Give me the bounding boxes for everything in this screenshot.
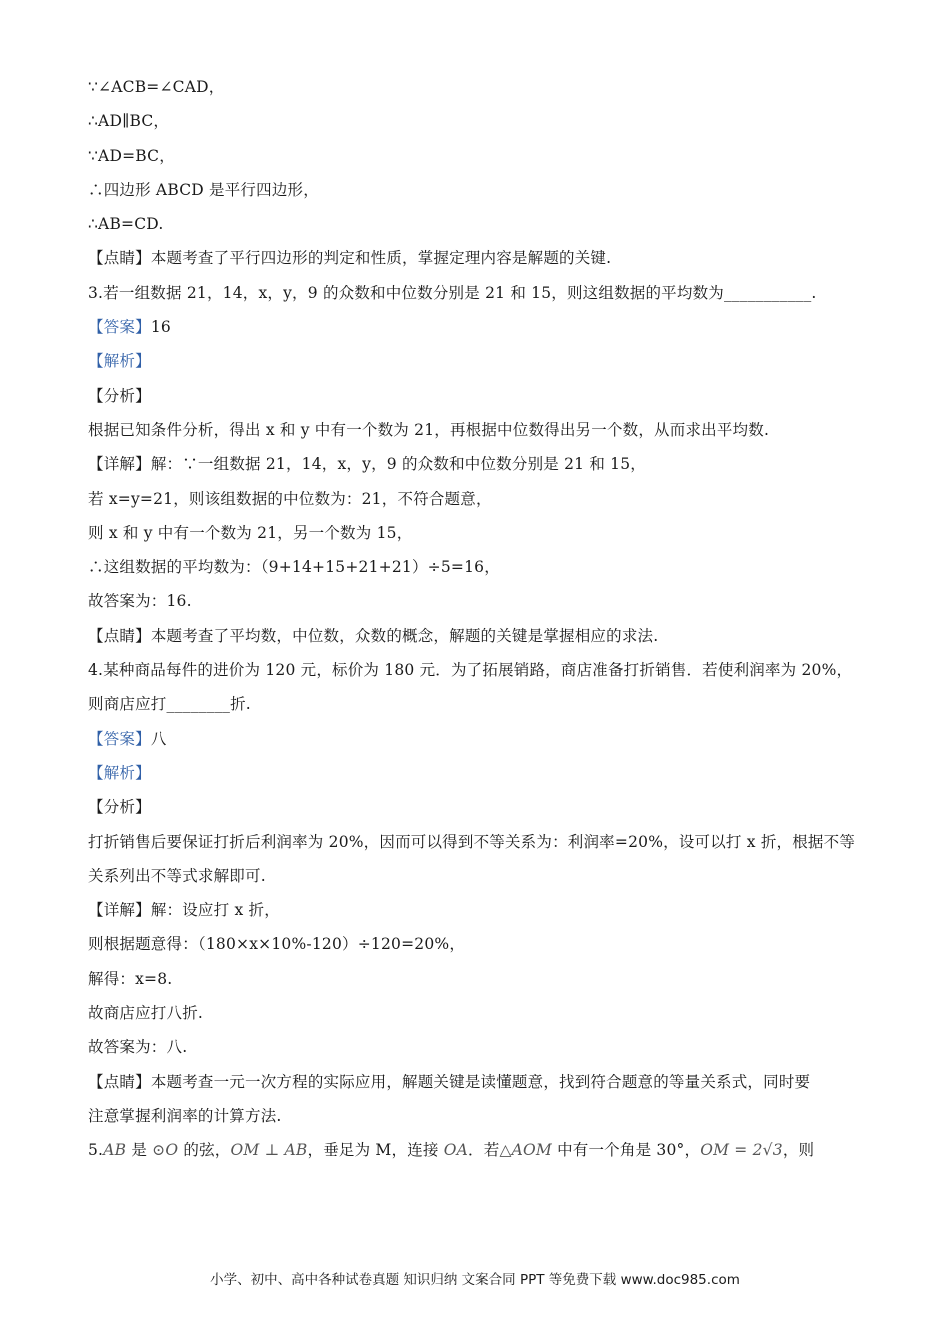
comment-cont: 注意掌握利润率的计算方法.	[88, 1106, 282, 1125]
proof-line: ∵AD=BC，	[88, 146, 175, 165]
dianjing-tag: 【点睛】	[88, 1072, 151, 1091]
q5-circle-o: ⊙O	[152, 1141, 179, 1160]
comment-line	[88, 241, 868, 275]
q5-triangle: △AOM	[499, 1141, 552, 1160]
fenxi-header	[88, 790, 868, 824]
answer-tag: 【答案】	[88, 318, 151, 337]
q5-text: ，垂足为 M，连接	[307, 1141, 444, 1160]
solution-line	[88, 447, 868, 481]
xiangjie-tag: 【详解】	[88, 901, 151, 920]
q5-text: 是	[126, 1141, 153, 1160]
q5-om-eq: OM = 2√3	[700, 1141, 783, 1160]
fenxi-header	[88, 379, 868, 413]
proof-line: ∴AB=CD.	[88, 215, 164, 234]
comment-text: 本题考查了平行四边形的判定和性质，掌握定理内容是解题的关键.	[150, 249, 612, 268]
proof-line: ∴四边形 ABCD 是平行四边形，	[88, 180, 319, 199]
solution-line: 故商店应打八折.	[88, 1004, 204, 1023]
comment-text: 本题考查了平均数，中位数，众数的概念，解题的关键是掌握相应的求法.	[150, 626, 659, 645]
dianjing-tag: 【点睛】	[88, 626, 151, 645]
comment-line	[88, 619, 868, 653]
answer-value: 16	[150, 318, 171, 337]
question-4: 4.某种商品每件的进价为 120 元，标价为 180 元．为了拓展销路，商店准备打折销售．若使利润率为 20%，	[88, 661, 853, 680]
solution-line: 则 x 和 y 中有一个数为 21，另一个数为 15，	[88, 523, 413, 542]
document-body	[88, 70, 868, 1168]
solution-line: 若 x=y=21，则该组数据的中位数为：21，不符合题意，	[88, 489, 492, 508]
fenxi-tag: 【分析】	[88, 798, 151, 817]
proof-line: ∵∠ACB=∠CAD，	[88, 78, 225, 96]
answer-value: 八	[150, 729, 167, 748]
answer-line	[88, 722, 868, 756]
q5-text: ，则	[782, 1141, 815, 1160]
solution-line: 解得：x=8.	[88, 969, 173, 988]
comment-text: 本题考查一元一次方程的实际应用，解题关键是读懂题意，找到符合题意的等量关系式，同时要	[150, 1072, 811, 1091]
analysis-header	[88, 756, 868, 790]
analysis-text: 根据已知条件分析，得出 x 和 y 中有一个数为 21，再根据中位数得出另一个数，从而求出平均数.	[88, 420, 770, 439]
comment-line	[88, 1065, 868, 1099]
jiexi-tag: 【解析】	[88, 352, 151, 371]
answer-line	[88, 310, 868, 344]
proof-line: ∴AD∥BC，	[88, 112, 170, 131]
answer-tag: 【答案】	[88, 729, 151, 748]
solution-line: 故答案为：16.	[88, 592, 192, 611]
page-footer: 小学、初中、高中各种试卷真题 知识归纳 文案合同 PPT 等免费下载 www.doc985.com	[210, 1272, 740, 1288]
q5-number: 5.	[88, 1141, 104, 1160]
question-3: 3.若一组数据 21，14，x，y，9 的众数和中位数分别是 21 和 15，则这组数据的平均数为___________.	[88, 283, 817, 302]
q5-text: ．若	[468, 1141, 500, 1160]
xiangjie-tag: 【详解】	[88, 455, 151, 474]
analysis-text: 关系列出不等式求解即可.	[88, 866, 266, 885]
analysis-header	[88, 344, 868, 378]
dianjing-tag: 【点睛】	[88, 249, 151, 268]
solution-line: ∴这组数据的平均数为：（9+14+15+21+21）÷5=16，	[88, 558, 500, 577]
analysis-text: 打折销售后要保证打折后利润率为 20%，因而可以得到不等关系为：利润率=20%，设可以打 x 折，根据不等	[88, 832, 856, 851]
solution-text: 解：设应打 x 折，	[150, 901, 280, 920]
question-5	[88, 1133, 868, 1167]
solution-line: 故答案为：八.	[88, 1038, 188, 1057]
solution-line	[88, 893, 868, 927]
solution-line: 则根据题意得：（180×x×10%-120）÷120=20%，	[88, 935, 466, 954]
q5-om-perp: OM ⊥ AB	[230, 1141, 308, 1160]
solution-text: 解：∵一组数据 21，14，x，y，9 的众数和中位数分别是 21 和 15，	[150, 455, 647, 474]
q5-text: 中有一个角是 30°，	[551, 1141, 701, 1160]
question-4-cont: 则商店应打________折.	[88, 695, 251, 714]
q5-oa: OA	[443, 1141, 469, 1160]
fenxi-tag: 【分析】	[88, 386, 151, 405]
q5-text: 的弦，	[178, 1141, 231, 1160]
jiexi-tag: 【解析】	[88, 763, 151, 782]
q5-ab: AB	[103, 1141, 127, 1160]
